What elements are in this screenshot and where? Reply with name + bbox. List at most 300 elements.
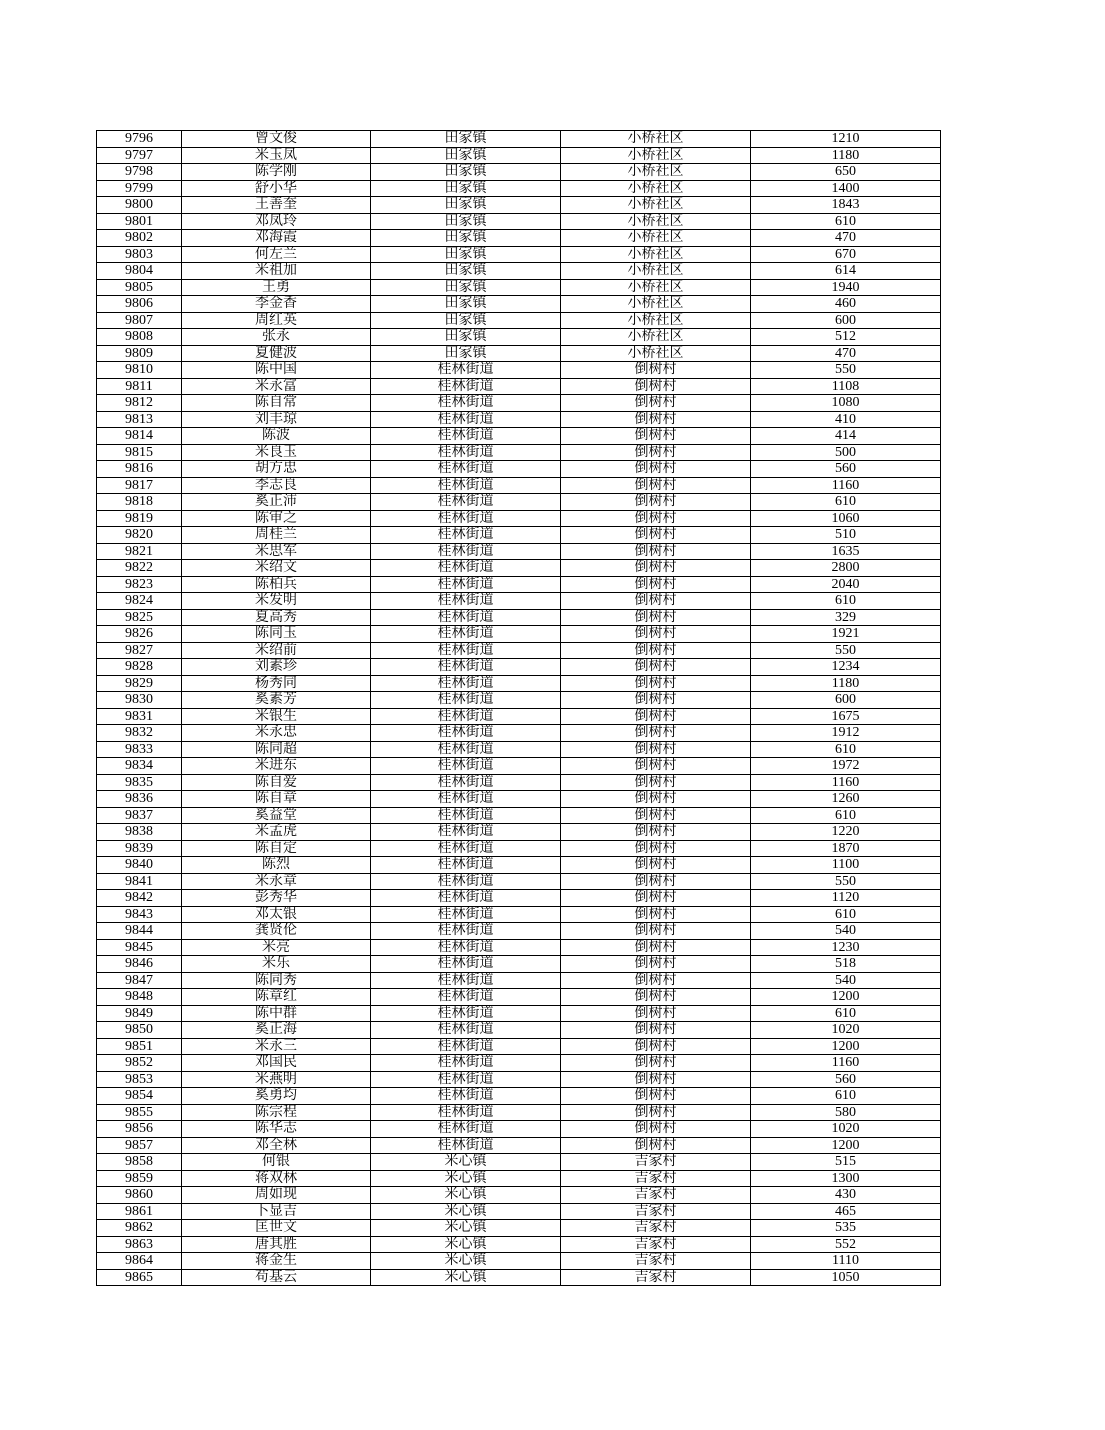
record-number-cell: 9852 [97, 1055, 182, 1072]
table-row [97, 1269, 941, 1286]
name-cell: 陈同超 [182, 741, 371, 758]
table-row [97, 675, 941, 692]
record-number-cell: 9860 [97, 1187, 182, 1204]
town-cell: 桂林街道 [371, 807, 561, 824]
table-row [97, 560, 941, 577]
amount-cell: 1220 [751, 824, 941, 841]
amount-cell: 610 [751, 741, 941, 758]
name-cell: 李志良 [182, 477, 371, 494]
amount-cell: 670 [751, 246, 941, 263]
record-number-cell: 9861 [97, 1203, 182, 1220]
table-row [97, 345, 941, 362]
record-number-cell: 9827 [97, 642, 182, 659]
table-row [97, 263, 941, 280]
amount-cell: 1020 [751, 1022, 941, 1039]
name-cell: 米玉凤 [182, 147, 371, 164]
amount-cell: 580 [751, 1104, 941, 1121]
table-row [97, 626, 941, 643]
village-cell: 吉家村 [561, 1154, 751, 1171]
town-cell: 桂林街道 [371, 692, 561, 709]
table-row [97, 1187, 941, 1204]
name-cell: 何左兰 [182, 246, 371, 263]
name-cell: 蒋双林 [182, 1170, 371, 1187]
town-cell: 桂林街道 [371, 510, 561, 527]
name-cell: 周红英 [182, 312, 371, 329]
village-cell: 小桥社区 [561, 230, 751, 247]
record-number-cell: 9822 [97, 560, 182, 577]
record-number-cell: 9804 [97, 263, 182, 280]
record-number-cell: 9805 [97, 279, 182, 296]
record-number-cell: 9824 [97, 593, 182, 610]
record-number-cell: 9863 [97, 1236, 182, 1253]
village-cell: 倒树村 [561, 593, 751, 610]
record-number-cell: 9851 [97, 1038, 182, 1055]
table-row [97, 180, 941, 197]
table-row [97, 230, 941, 247]
table-row [97, 1038, 941, 1055]
record-number-cell: 9813 [97, 411, 182, 428]
village-cell: 倒树村 [561, 659, 751, 676]
town-cell: 桂林街道 [371, 1022, 561, 1039]
town-cell: 田家镇 [371, 246, 561, 263]
name-cell: 张永 [182, 329, 371, 346]
village-cell: 吉家村 [561, 1170, 751, 1187]
town-cell: 田家镇 [371, 213, 561, 230]
amount-cell: 1912 [751, 725, 941, 742]
table-row [97, 1055, 941, 1072]
amount-cell: 329 [751, 609, 941, 626]
record-number-cell: 9798 [97, 164, 182, 181]
name-cell: 唐其胜 [182, 1236, 371, 1253]
name-cell: 奚勇均 [182, 1088, 371, 1105]
record-number-cell: 9817 [97, 477, 182, 494]
name-cell: 陈学刚 [182, 164, 371, 181]
town-cell: 桂林街道 [371, 1104, 561, 1121]
table-row [97, 378, 941, 395]
table-row [97, 774, 941, 791]
village-cell: 倒树村 [561, 840, 751, 857]
village-cell: 倒树村 [561, 1104, 751, 1121]
record-number-cell: 9849 [97, 1005, 182, 1022]
village-cell: 小桥社区 [561, 312, 751, 329]
village-cell: 倒树村 [561, 675, 751, 692]
name-cell: 米孟虎 [182, 824, 371, 841]
village-cell: 倒树村 [561, 774, 751, 791]
village-cell: 倒树村 [561, 807, 751, 824]
amount-cell: 610 [751, 593, 941, 610]
town-cell: 田家镇 [371, 197, 561, 214]
table-row [97, 1005, 941, 1022]
name-cell: 米发明 [182, 593, 371, 610]
amount-cell: 1940 [751, 279, 941, 296]
record-number-cell: 9800 [97, 197, 182, 214]
town-cell: 桂林街道 [371, 890, 561, 907]
name-cell: 杨秀同 [182, 675, 371, 692]
data-sheet [96, 130, 941, 1286]
record-number-cell: 9840 [97, 857, 182, 874]
village-cell: 倒树村 [561, 741, 751, 758]
village-cell: 倒树村 [561, 477, 751, 494]
town-cell: 米心镇 [371, 1253, 561, 1270]
table-row [97, 725, 941, 742]
record-number-cell: 9832 [97, 725, 182, 742]
village-cell: 倒树村 [561, 890, 751, 907]
record-number-cell: 9796 [97, 131, 182, 148]
name-cell: 米永忠 [182, 725, 371, 742]
village-cell: 倒树村 [561, 527, 751, 544]
name-cell: 邓国民 [182, 1055, 371, 1072]
village-cell: 倒树村 [561, 1137, 751, 1154]
amount-cell: 550 [751, 362, 941, 379]
table-row [97, 692, 941, 709]
village-cell: 倒树村 [561, 906, 751, 923]
record-number-cell: 9848 [97, 989, 182, 1006]
table-row [97, 1253, 941, 1270]
village-cell: 吉家村 [561, 1220, 751, 1237]
record-number-cell: 9862 [97, 1220, 182, 1237]
name-cell: 奚益堂 [182, 807, 371, 824]
village-cell: 小桥社区 [561, 164, 751, 181]
town-cell: 田家镇 [371, 230, 561, 247]
record-number-cell: 9841 [97, 873, 182, 890]
table-row [97, 1220, 941, 1237]
amount-cell: 460 [751, 296, 941, 313]
name-cell: 陈宗程 [182, 1104, 371, 1121]
name-cell: 王善奎 [182, 197, 371, 214]
table-row [97, 840, 941, 857]
town-cell: 桂林街道 [371, 593, 561, 610]
table-row [97, 312, 941, 329]
table-row [97, 279, 941, 296]
village-cell: 小桥社区 [561, 246, 751, 263]
village-cell: 倒树村 [561, 692, 751, 709]
village-cell: 倒树村 [561, 1088, 751, 1105]
village-cell: 倒树村 [561, 444, 751, 461]
amount-cell: 1180 [751, 675, 941, 692]
amount-cell: 610 [751, 1005, 941, 1022]
village-cell: 倒树村 [561, 1071, 751, 1088]
village-cell: 倒树村 [561, 494, 751, 511]
record-number-cell: 9842 [97, 890, 182, 907]
record-number-cell: 9857 [97, 1137, 182, 1154]
town-cell: 桂林街道 [371, 1038, 561, 1055]
record-number-cell: 9815 [97, 444, 182, 461]
record-number-cell: 9837 [97, 807, 182, 824]
record-number-cell: 9826 [97, 626, 182, 643]
table-row [97, 395, 941, 412]
village-cell: 小桥社区 [561, 263, 751, 280]
town-cell: 桂林街道 [371, 708, 561, 725]
name-cell: 舒小华 [182, 180, 371, 197]
town-cell: 田家镇 [371, 329, 561, 346]
record-number-cell: 9830 [97, 692, 182, 709]
table-row [97, 131, 941, 148]
table-row [97, 923, 941, 940]
table-row [97, 1022, 941, 1039]
town-cell: 田家镇 [371, 296, 561, 313]
name-cell: 陈章红 [182, 989, 371, 1006]
name-cell: 彭秀华 [182, 890, 371, 907]
record-number-cell: 9846 [97, 956, 182, 973]
town-cell: 田家镇 [371, 263, 561, 280]
town-cell: 桂林街道 [371, 989, 561, 1006]
town-cell: 桂林街道 [371, 741, 561, 758]
record-number-cell: 9834 [97, 758, 182, 775]
table-row [97, 593, 941, 610]
records-table [96, 130, 941, 1286]
amount-cell: 1120 [751, 890, 941, 907]
amount-cell: 614 [751, 263, 941, 280]
name-cell: 胡方忠 [182, 461, 371, 478]
record-number-cell: 9839 [97, 840, 182, 857]
village-cell: 小桥社区 [561, 131, 751, 148]
town-cell: 桂林街道 [371, 1055, 561, 1072]
table-row [97, 609, 941, 626]
table-row [97, 989, 941, 1006]
table-row [97, 956, 941, 973]
amount-cell: 550 [751, 642, 941, 659]
amount-cell: 610 [751, 494, 941, 511]
amount-cell: 1230 [751, 939, 941, 956]
village-cell: 倒树村 [561, 461, 751, 478]
town-cell: 田家镇 [371, 131, 561, 148]
village-cell: 倒树村 [561, 609, 751, 626]
village-cell: 倒树村 [561, 972, 751, 989]
name-cell: 陈自爱 [182, 774, 371, 791]
amount-cell: 470 [751, 230, 941, 247]
village-cell: 倒树村 [561, 543, 751, 560]
name-cell: 奚素芳 [182, 692, 371, 709]
table-row [97, 527, 941, 544]
town-cell: 田家镇 [371, 147, 561, 164]
name-cell: 米祖加 [182, 263, 371, 280]
table-row [97, 461, 941, 478]
amount-cell: 410 [751, 411, 941, 428]
town-cell: 桂林街道 [371, 411, 561, 428]
name-cell: 陈同玉 [182, 626, 371, 643]
name-cell: 夏健波 [182, 345, 371, 362]
village-cell: 倒树村 [561, 791, 751, 808]
amount-cell: 560 [751, 1071, 941, 1088]
table-row [97, 1088, 941, 1105]
name-cell: 米燕明 [182, 1071, 371, 1088]
town-cell: 桂林街道 [371, 1137, 561, 1154]
record-number-cell: 9828 [97, 659, 182, 676]
table-row [97, 510, 941, 527]
village-cell: 小桥社区 [561, 147, 751, 164]
table-row [97, 1071, 941, 1088]
record-number-cell: 9801 [97, 213, 182, 230]
town-cell: 桂林街道 [371, 527, 561, 544]
amount-cell: 1020 [751, 1121, 941, 1138]
table-row [97, 708, 941, 725]
amount-cell: 1108 [751, 378, 941, 395]
village-cell: 倒树村 [561, 1121, 751, 1138]
village-cell: 倒树村 [561, 758, 751, 775]
town-cell: 田家镇 [371, 180, 561, 197]
table-row [97, 494, 941, 511]
amount-cell: 518 [751, 956, 941, 973]
town-cell: 桂林街道 [371, 939, 561, 956]
name-cell: 何银 [182, 1154, 371, 1171]
amount-cell: 1160 [751, 477, 941, 494]
village-cell: 倒树村 [561, 956, 751, 973]
name-cell: 米永富 [182, 378, 371, 395]
table-row [97, 1137, 941, 1154]
name-cell: 匡世文 [182, 1220, 371, 1237]
amount-cell: 610 [751, 213, 941, 230]
town-cell: 米心镇 [371, 1170, 561, 1187]
name-cell: 陈华志 [182, 1121, 371, 1138]
village-cell: 倒树村 [561, 824, 751, 841]
town-cell: 米心镇 [371, 1187, 561, 1204]
amount-cell: 610 [751, 1088, 941, 1105]
amount-cell: 1675 [751, 708, 941, 725]
village-cell: 倒树村 [561, 576, 751, 593]
amount-cell: 2800 [751, 560, 941, 577]
amount-cell: 610 [751, 807, 941, 824]
town-cell: 米心镇 [371, 1236, 561, 1253]
name-cell: 米永三 [182, 1038, 371, 1055]
name-cell: 米进东 [182, 758, 371, 775]
record-number-cell: 9856 [97, 1121, 182, 1138]
village-cell: 吉家村 [561, 1253, 751, 1270]
record-number-cell: 9821 [97, 543, 182, 560]
name-cell: 陈自章 [182, 791, 371, 808]
village-cell: 倒树村 [561, 626, 751, 643]
town-cell: 桂林街道 [371, 725, 561, 742]
town-cell: 桂林街道 [371, 560, 561, 577]
table-row [97, 1104, 941, 1121]
town-cell: 桂林街道 [371, 576, 561, 593]
record-number-cell: 9803 [97, 246, 182, 263]
town-cell: 米心镇 [371, 1203, 561, 1220]
amount-cell: 1050 [751, 1269, 941, 1286]
record-number-cell: 9855 [97, 1104, 182, 1121]
name-cell: 米良玉 [182, 444, 371, 461]
record-number-cell: 9812 [97, 395, 182, 412]
table-row [97, 1236, 941, 1253]
name-cell: 陈自定 [182, 840, 371, 857]
table-row [97, 857, 941, 874]
village-cell: 小桥社区 [561, 180, 751, 197]
record-number-cell: 9845 [97, 939, 182, 956]
amount-cell: 2040 [751, 576, 941, 593]
table-row [97, 1203, 941, 1220]
amount-cell: 540 [751, 972, 941, 989]
town-cell: 桂林街道 [371, 1071, 561, 1088]
amount-cell: 535 [751, 1220, 941, 1237]
village-cell: 倒树村 [561, 1038, 751, 1055]
amount-cell: 650 [751, 164, 941, 181]
town-cell: 桂林街道 [371, 972, 561, 989]
village-cell: 倒树村 [561, 411, 751, 428]
village-cell: 倒树村 [561, 873, 751, 890]
town-cell: 田家镇 [371, 312, 561, 329]
table-row [97, 411, 941, 428]
name-cell: 陈自常 [182, 395, 371, 412]
name-cell: 陈中群 [182, 1005, 371, 1022]
village-cell: 倒树村 [561, 362, 751, 379]
table-row [97, 1154, 941, 1171]
record-number-cell: 9816 [97, 461, 182, 478]
village-cell: 倒树村 [561, 857, 751, 874]
amount-cell: 1210 [751, 131, 941, 148]
record-number-cell: 9835 [97, 774, 182, 791]
amount-cell: 414 [751, 428, 941, 445]
village-cell: 倒树村 [561, 428, 751, 445]
table-row [97, 329, 941, 346]
amount-cell: 515 [751, 1154, 941, 1171]
amount-cell: 1921 [751, 626, 941, 643]
record-number-cell: 9825 [97, 609, 182, 626]
name-cell: 米乐 [182, 956, 371, 973]
amount-cell: 430 [751, 1187, 941, 1204]
town-cell: 桂林街道 [371, 1005, 561, 1022]
table-row [97, 477, 941, 494]
record-number-cell: 9854 [97, 1088, 182, 1105]
village-cell: 小桥社区 [561, 197, 751, 214]
amount-cell: 1200 [751, 1038, 941, 1055]
village-cell: 倒树村 [561, 725, 751, 742]
name-cell: 陈柏兵 [182, 576, 371, 593]
name-cell: 王勇 [182, 279, 371, 296]
record-number-cell: 9799 [97, 180, 182, 197]
town-cell: 桂林街道 [371, 791, 561, 808]
village-cell: 倒树村 [561, 510, 751, 527]
town-cell: 米心镇 [371, 1220, 561, 1237]
table-row [97, 164, 941, 181]
record-number-cell: 9807 [97, 312, 182, 329]
name-cell: 陈波 [182, 428, 371, 445]
name-cell: 李金香 [182, 296, 371, 313]
amount-cell: 560 [751, 461, 941, 478]
record-number-cell: 9806 [97, 296, 182, 313]
table-row [97, 741, 941, 758]
town-cell: 桂林街道 [371, 1121, 561, 1138]
village-cell: 倒树村 [561, 560, 751, 577]
name-cell: 奚正海 [182, 1022, 371, 1039]
amount-cell: 1080 [751, 395, 941, 412]
name-cell: 米绍前 [182, 642, 371, 659]
table-row [97, 147, 941, 164]
record-number-cell: 9811 [97, 378, 182, 395]
table-row [97, 1121, 941, 1138]
village-cell: 小桥社区 [561, 345, 751, 362]
amount-cell: 600 [751, 312, 941, 329]
town-cell: 桂林街道 [371, 956, 561, 973]
records-table-body [97, 131, 941, 1286]
amount-cell: 465 [751, 1203, 941, 1220]
name-cell: 陈中国 [182, 362, 371, 379]
name-cell: 奚正沛 [182, 494, 371, 511]
table-row [97, 428, 941, 445]
town-cell: 桂林街道 [371, 906, 561, 923]
town-cell: 桂林街道 [371, 626, 561, 643]
record-number-cell: 9844 [97, 923, 182, 940]
town-cell: 桂林街道 [371, 1088, 561, 1105]
table-row [97, 890, 941, 907]
table-row [97, 213, 941, 230]
name-cell: 陈同秀 [182, 972, 371, 989]
record-number-cell: 9858 [97, 1154, 182, 1171]
name-cell: 邓全林 [182, 1137, 371, 1154]
record-number-cell: 9833 [97, 741, 182, 758]
town-cell: 桂林街道 [371, 659, 561, 676]
name-cell: 米银生 [182, 708, 371, 725]
amount-cell: 470 [751, 345, 941, 362]
record-number-cell: 9810 [97, 362, 182, 379]
